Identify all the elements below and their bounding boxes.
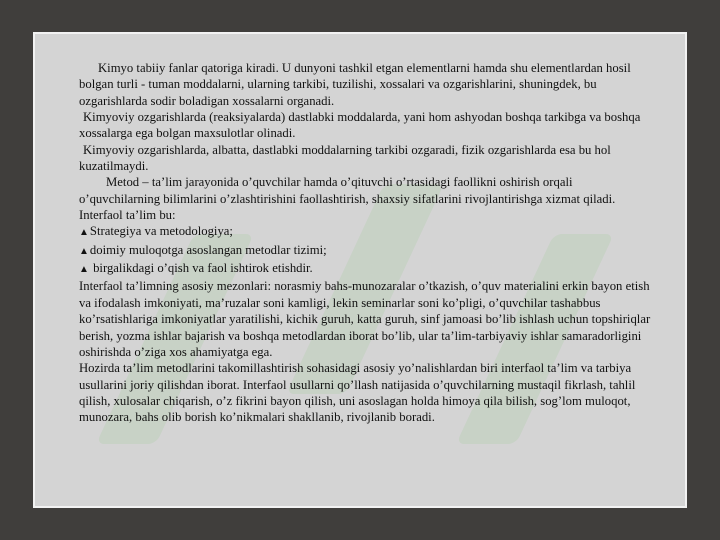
paragraph-metod: Metod – ta’lim jarayonida o’quvchilar hamda o’qituvchi o’rtasidagi faollikni oshirish orqali o’quvchilarning bilimlarini o’zlashtirishini faollashtirish, shaxsiy sifatlarini rivojlantirishga xizmat qiladi. [79, 175, 616, 206]
paragraph-hozirda: Hozirda ta’lim metodlarini takomillashtirish sohasidagi asosiy yo’nalishlardan biri interfaol ta’lim va tarbiya usullarini joriy qilishdan iborat. Interfaol usullarni qo’llash natijasida o’quvchilarning mustaqil fikrlash, tahlil qilish, xulosalar chiqarish, o’z fikrini bayon qilish, uni asoslagan holda himoya qila bilish, sog’lom muloqot, munozara, bahs olib borish ko’nikmalari shakllanib, rivojlanib boradi. [79, 361, 636, 425]
slide-text [79, 60, 654, 426]
paragraph-interfaol-heading: Interfaol ta’lim bu: [79, 208, 176, 223]
bullet-text: doimiy muloqotga asoslangan metodlar tizimi; [89, 242, 327, 257]
bullet-item [79, 242, 654, 260]
slide-frame [33, 32, 687, 508]
bullet-text: birgalikdagi o’qish va faol ishtirok etishdir. [89, 261, 313, 276]
triangle-bullet-icon: ▲ [79, 264, 89, 276]
triangle-bullet-icon: ▲ [79, 245, 89, 257]
paragraph-kimyo-intro: Kimyo tabiiy fanlar qatoriga kiradi. U dunyoni tashkil etgan elementlarni hamda shu elementlardan hosil bolgan turli - tuman moddalarni, ularning tarkibi, tuzilishi, xossalari va ozgarishlarini, shuningdek, bu ozgarishlarda sodir boladigan xossalarni organadi. [79, 61, 631, 108]
triangle-bullet-icon: ▲ [79, 227, 89, 239]
bullet-item [79, 223, 654, 241]
bullet-item [79, 260, 654, 278]
paragraph-reaksiya: Kimyoviy ozgarishlarda (reaksiyalarda) dastlabki moddalarda, yani hom ashyodan boshqa tarkibga va boshqa xossalarga ega bolgan maxsulotlar olinadi. [79, 110, 641, 141]
bullet-text: Strategiya va metodologiya; [89, 224, 233, 239]
paragraph-ozgarish: Kimyoviy ozgarishlarda, albatta, dastlabki moddalarning tarkibi ozgaradi, fizik ozgarishlarda esa bu hol kuzatilmaydi. [79, 142, 611, 174]
paragraph-mezonlar: Interfaol ta’limning asosiy mezonlari: norasmiy bahs-munozaralar o’tkazish, o’quv materialini erkin bayon etish va ifodalash imkoniyati, ma’ruzalar soni kamligi, lekin seminarlar soni ko’pligi, o’quvchilar tashabbus ko’rsatishlariga imkoniyatlar yaratilishi, kichik guruh, katta guruh, sinf jamoasi bo’lib ishlash uchun topshiriqlar berish, yozma ishlar bajarish va boshqa metodlardan iborat bo’lib, ular ta’lim-tarbiyaviy ishlar samaradorligini oshirishda o’ziga xos ahamiyatga ega. [79, 279, 651, 359]
